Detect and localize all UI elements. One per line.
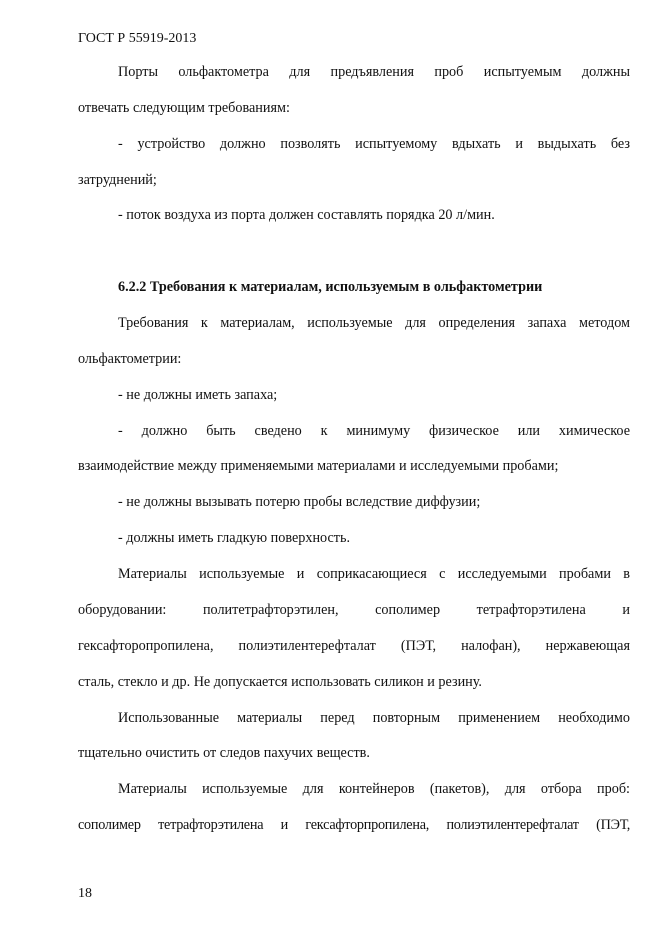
list-item: - не должны иметь запаха; bbox=[118, 387, 278, 403]
list-item: - не должны вызывать потерю пробы вследствие диффузии; bbox=[118, 494, 481, 510]
text-line: - поток воздуха из порта должен составлять порядка 20 л/мин. bbox=[118, 207, 495, 223]
text-line: Использованные материалы перед повторным применением необходимо bbox=[118, 710, 630, 726]
page-number: 18 bbox=[78, 886, 92, 901]
text-line: сталь, стекло и др. Не допускается использовать силикон и резину. bbox=[78, 674, 482, 690]
list-item: - должно быть сведено к минимуму физическое или химическое bbox=[118, 423, 630, 439]
text-line: Материалы используемые для контейнеров (пакетов), для отбора проб: bbox=[118, 781, 630, 797]
text-line: тщательно очистить от следов пахучих веществ. bbox=[78, 745, 370, 761]
text-line: Порты ольфактометра для предъявления проб испытуемым должны bbox=[118, 64, 630, 80]
text-line: - устройство должно позволять испытуемому вдыхать и выдыхать без bbox=[118, 136, 630, 152]
text-line: отвечать следующим требованиям: bbox=[78, 100, 290, 116]
text-line: сополимер тетрафторэтилена и гексафторпропилена, полиэтилентерефталат (ПЭТ, bbox=[78, 817, 630, 833]
section-heading: 6.2.2 Требования к материалам, используемым в ольфактометрии bbox=[118, 279, 543, 295]
text-line: Материалы используемые и соприкасающиеся с исследуемыми пробами в bbox=[118, 566, 630, 582]
list-item: - должны иметь гладкую поверхность. bbox=[118, 530, 351, 546]
text-line: Требования к материалам, используемые для определения запаха методом bbox=[118, 315, 630, 331]
text-line: затруднений; bbox=[78, 172, 157, 188]
text-line: ольфактометрии: bbox=[78, 351, 182, 367]
document-header: ГОСТ Р 55919-2013 bbox=[78, 31, 197, 46]
text-line: гексафторопропилена, полиэтилентерефталат (ПЭТ, налофан), нержавеющая bbox=[78, 638, 630, 654]
text-line: оборудовании: политетрафторэтилен, сополимер тетрафторэтилена и bbox=[78, 602, 630, 618]
text-line: взаимодействие между применяемыми материалами и исследуемыми пробами; bbox=[78, 458, 559, 474]
